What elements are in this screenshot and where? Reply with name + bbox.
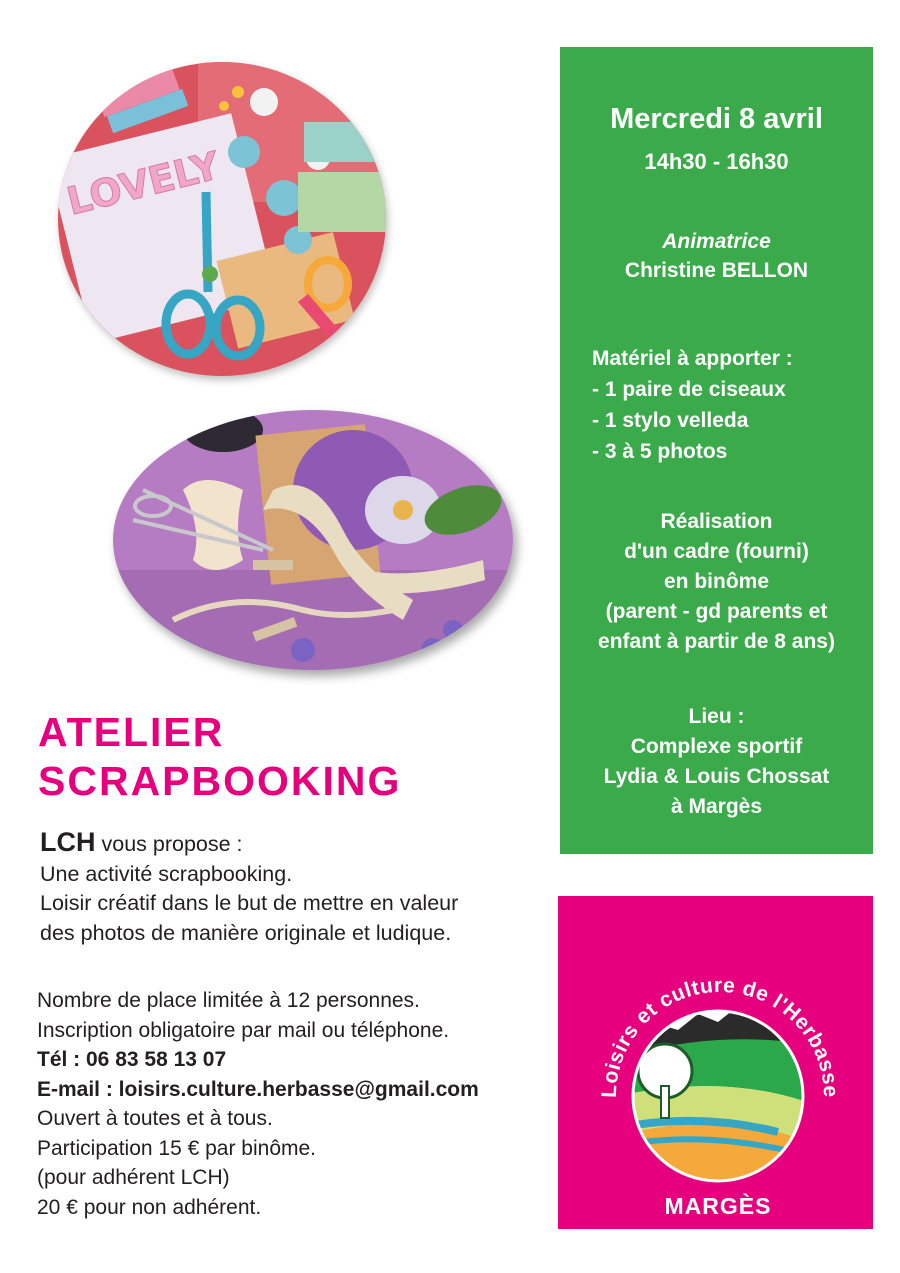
page-title — [38, 708, 401, 806]
materiel-item: - 1 stylo velleda — [592, 409, 749, 432]
info-price: Participation 15 € par binôme. — [37, 1136, 316, 1160]
lieu-line: Complexe sportif — [630, 735, 803, 758]
lieu-title: Lieu : — [688, 705, 745, 728]
event-details-panel — [560, 47, 873, 854]
logo-arc-text: Loisirs et culture de l'Herbasse — [597, 973, 843, 1099]
scissors-lace-flower-photo — [113, 410, 513, 670]
realisation-line: (parent - gd parents et — [605, 600, 828, 623]
materiel-item: - 3 à 5 photos — [592, 440, 728, 463]
scrapbooking-supplies-photo — [58, 62, 386, 376]
lieu-block — [560, 702, 873, 822]
info-member: (pour adhérent LCH) — [37, 1166, 230, 1189]
event-time: 14h30 - 16h30 — [644, 149, 789, 174]
materiel-item: - 1 paire de ciseaux — [592, 378, 786, 401]
intro-text — [40, 828, 550, 948]
realisation-line: en binôme — [663, 570, 769, 593]
realisation-block — [560, 507, 873, 657]
svg-text:LOVELY: LOVELY — [62, 143, 224, 224]
realisation-line: d'un cadre (fourni) — [624, 540, 809, 563]
practical-info — [37, 986, 557, 1222]
intro-line-4: des photos de manière originale et ludique. — [40, 920, 452, 945]
event-date: Mercredi 8 avril — [610, 103, 823, 135]
logo-town: MARGÈS — [664, 1193, 772, 1219]
email-address[interactable]: E-mail : loisirs.culture.herbasse@gmail.com — [37, 1077, 479, 1101]
lieu-line: à Margès — [670, 795, 763, 818]
info-inscription: Inscription obligatoire par mail ou téléphone. — [37, 1018, 450, 1042]
title-line-2: SCRAPBOOKING — [38, 758, 402, 804]
phone-number[interactable]: Tél : 06 83 58 13 07 — [37, 1048, 227, 1071]
intro-line-2: Une activité scrapbooking. — [40, 861, 293, 886]
lch-label: LCH — [40, 827, 96, 857]
animatrice-name: Christine BELLON — [624, 259, 809, 282]
materiel-title: Matériel à apporter : — [592, 347, 793, 370]
title-line-1: ATELIER — [38, 709, 225, 755]
intro-line-3: Loisir créatif dans le but de mettre en valeur — [40, 891, 459, 915]
animatrice-label: Animatrice — [662, 230, 771, 253]
lieu-line: Lydia & Louis Chossat — [603, 765, 830, 788]
info-non-member: 20 € pour non adhérent. — [37, 1195, 262, 1219]
materiel-block — [592, 343, 793, 467]
info-open: Ouvert à toutes et à tous. — [37, 1107, 273, 1130]
animatrice-block — [560, 227, 873, 285]
info-places: Nombre de place limitée à 12 personnes. — [37, 989, 420, 1012]
realisation-line: enfant à partir de 8 ans) — [598, 630, 835, 653]
realisation-line: Réalisation — [660, 510, 773, 533]
intro-line-1 — [40, 828, 550, 860]
association-logo — [558, 896, 873, 1229]
intro-propose: vous propose : — [101, 832, 243, 856]
